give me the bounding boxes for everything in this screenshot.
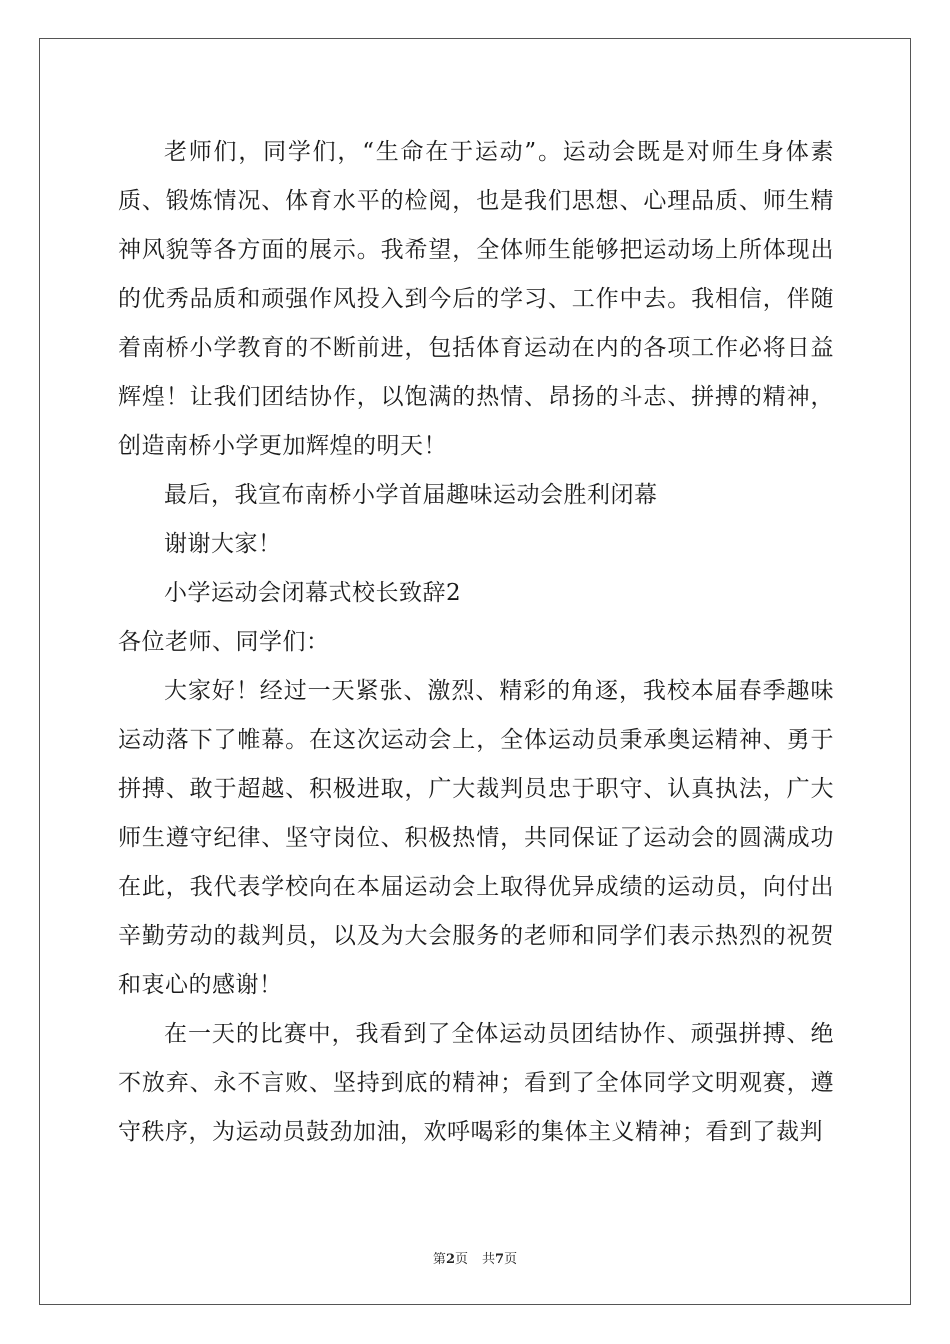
paragraph-declaration: 最后，我宣布南桥小学首届趣味运动会胜利闭幕: [164, 482, 658, 508]
page-prefix: 第: [432, 1252, 446, 1267]
page-suffix: 页: [454, 1252, 468, 1267]
paragraph-closing-remarks: 老师们，同学们，“生命在于运动”。运动会既是对师生身体素质、锻炼情况、体育水平的检阅，也是我们思想、心理品质、师生精神风貌等各方面的展示。我希望，全体师生能够把运动场上所体现出的优秀品质和顽强作风投入到今后的学习、工作中去。我相信，伴随着南桥小学教育的不断前进，包括体育运动在内的各项工作必将日益辉煌！让我们团结协作，以饱满的热情、昂扬的斗志、拼搏的精神，创造南桥小学更加辉煌的明天！: [118, 139, 834, 459]
page-total: 7: [495, 1252, 505, 1267]
salutation: 各位老师、同学们：: [118, 629, 330, 655]
page-footer: [0, 1248, 950, 1267]
total-suffix: 页: [504, 1252, 518, 1267]
paragraph-thanks: 谢谢大家！: [164, 531, 282, 557]
paragraph-competition: 在一天的比赛中，我看到了全体运动员团结协作、顽强拼搏、绝不放弃、永不言败、坚持到底的精神；看到了全体同学文明观赛，遵守秩序，为运动员鼓劲加油，欢呼喝彩的集体主义精神；看到了裁判: [118, 1021, 834, 1145]
page-current: 2: [445, 1252, 455, 1267]
section-title: 小学运动会闭幕式校长致辞2: [164, 580, 462, 606]
total-prefix: 共: [482, 1252, 496, 1267]
document-body: [118, 128, 834, 1157]
paragraph-greeting: 大家好！经过一天紧张、激烈、精彩的角逐，我校本届春季趣味运动落下了帷幕。在这次运动会上，全体运动员秉承奥运精神、勇于拼搏、敢于超越、积极进取，广大裁判员忠于职守、认真执法，广大师生遵守纪律、坚守岗位、积极热情，共同保证了运动会的圆满成功在此，我代表学校向在本届运动会上取得优异成绩的运动员，向付出辛勤劳动的裁判员，以及为大会服务的老师和同学们表示热烈的祝贺和衷心的感谢！: [118, 678, 834, 998]
